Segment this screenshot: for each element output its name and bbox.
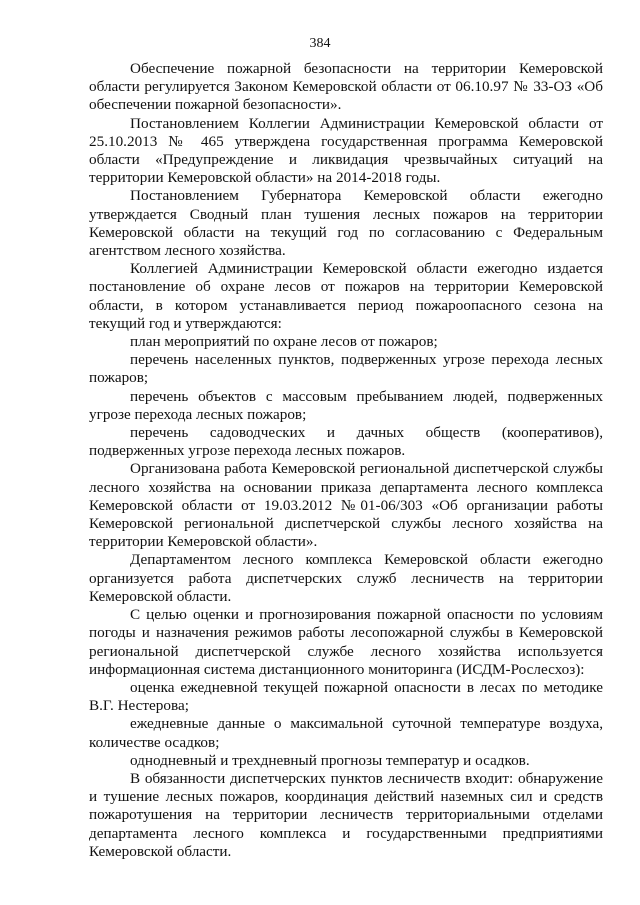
list-item-garden-societies: перечень садоводческих и дачных обществ (кооперативов), подверженных угрозе перехода лесных пожаров. <box>89 424 603 460</box>
document-body <box>89 60 603 861</box>
paragraph-firefighting-plan: Постановлением Губернатора Кемеровской области ежегодно утверждается Сводный план тушения лесных пожаров на территории Кемеровской области на текущий год по согласованию с Федеральным агентством лесного хозяйства. <box>89 187 603 260</box>
list-item-settlements: перечень населенных пунктов, подверженных угрозе перехода лесных пожаров; <box>89 351 603 387</box>
paragraph-forestry-dispatch: Департаментом лесного комплекса Кемеровской области ежегодно организуется работа диспетчерских служб лесничеств на территории Кемеровской области. <box>89 551 603 605</box>
paragraph-fire-safety-law: Обеспечение пожарной безопасности на территории Кемеровской области регулируется Законом Кемеровской области от 06.10.97 № 33-ОЗ «Об обеспечении пожарной безопасности». <box>89 60 603 114</box>
list-item-action-plan: план мероприятий по охране лесов от пожаров; <box>130 333 438 351</box>
paragraph-dispatch-duties: В обязанности диспетчерских пунктов лесничеств входит: обнаружение и тушение лесных пожаров, координация действий наземных сил и средств пожаротушения на территории лесничеств территориальными отделами департамента лесного комплекса и государственными предприятиями Кемеровской области. <box>89 769 603 860</box>
list-item-forecasts: однодневный и трехдневный прогнозы температур и осадков. <box>130 751 530 769</box>
paragraph-forest-protection-resolution: Коллегией Администрации Кемеровской области ежегодно издается постановление об охране лесов от пожаров на территории Кемеровской области, в котором устанавливается период пожароопасного сезона на текущий год и утверждаются: <box>89 260 603 332</box>
paragraph-monitoring-system: С целью оценки и прогнозирования пожарной опасности по условиям погоды и назначения режимов работы лесопожарной службы в Кемеровской региональной диспетчерской службе лесного хозяйства используется информационная система дистанционного мониторинга (ИСДМ-Рослесхоз): <box>89 606 603 678</box>
paragraph-dispatch-service: Организована работа Кемеровской региональной диспетчерской службы лесного хозяйства на основании приказа департамента лесного комплекса Кемеровской области от 19.03.2012 №01-06/303 «Об организации работы Кемеровской региональной диспетчерской службы лесного хозяйства на территории Кемеровской области». <box>89 460 603 551</box>
page-number: 384 <box>309 36 331 51</box>
list-item-fire-danger-assessment: оценка ежедневной текущей пожарной опасности в лесах по методике В.Г. Нестерова; <box>89 678 603 715</box>
list-item-mass-facilities: перечень объектов с массовым пребыванием людей, подверженных угрозе перехода лесных пожаров; <box>89 387 603 423</box>
paragraph-state-program: Постановлением Коллегии Администрации Кемеровской области от 25.10.2013 № 465 утверждена государственная программа Кемеровской области «Предупреждение и ликвидация чрезвычайных ситуаций на территории Кемеровской области» на 2014-2018 годы. <box>89 114 603 187</box>
list-item-temperature-data: ежедневные данные о максимальной суточной температуре воздуха, количестве осадков; <box>89 715 603 751</box>
